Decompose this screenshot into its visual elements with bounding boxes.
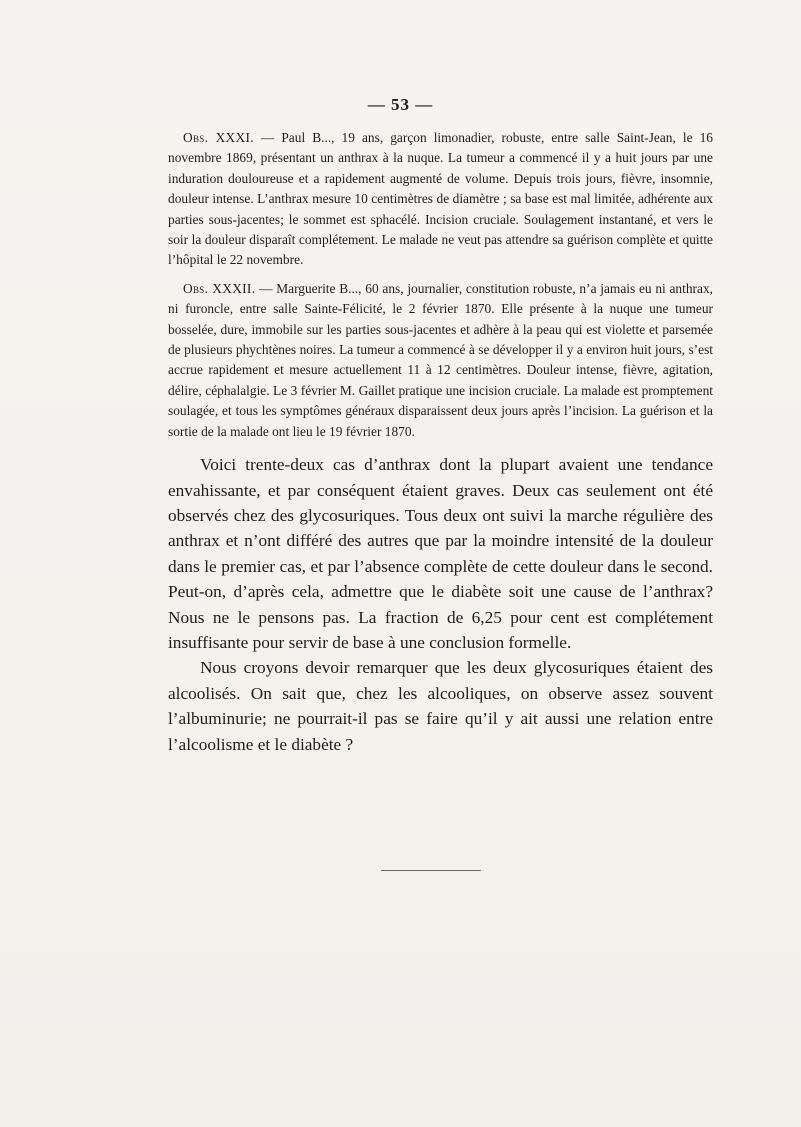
observation-32: [168, 279, 713, 442]
observation-31: [168, 128, 713, 271]
observation-text: — Paul B..., 19 ans, garçon limonadier, robuste, entre salle Saint-Jean, le 16 novembre 1869, présentant un anthrax à la nuque. La tumeur a commencé il y a huit jours par une induration douloureuse et a rapidement augmenté de volume. Depuis trois jours, fièvre, insomnie, douleur intense. L’anthrax mesure 10 centimètres de diamètre ; sa base est mal limitée, adhérente aux parties sous-jacentes; le sommet est sphacélé. Incision cruciale. Soulagement instantané, et vers le soir la douleur disparaît complétement. Le malade ne veut pas attendre sa guérison complète et quitte l’hôpital le 22 novembre.: [168, 130, 713, 268]
body-paragraph: Nous croyons devoir remarquer que les deux glycosuriques étaient des alcoolisés. On sait que, chez les alcooliques, on observe assez souvent l’albuminurie; ne pourrait-il pas se faire qu’il y ait aussi une relation entre l’alcoolisme et le diabète ?: [168, 658, 713, 754]
page-number: — 53 —: [367, 95, 434, 114]
page-content: [168, 128, 713, 757]
observation-text: — Marguerite B..., 60 ans, journalier, constitution robuste, n’a jamais eu ni anthrax, ni furoncle, entre salle Sainte-Félicité, le 2 février 1870. Elle présente à la nuque une tumeur bosselée, dure, immobile sur les parties sous-jacentes et adhère à la peau qui est violette et parsemée de plusieurs phychtènes noires. La tumeur a commencé à se développer il y a environ huit jours, s’est accrue rapidement et mesure actuellement 11 à 12 centimètres. Douleur intense, fièvre, agitation, délire, céphalalgie. Le 3 février M. Gaillet pratique une incision cruciale. La malade est promptement soulagée, et tous les symptômes généraux disparaissent deux jours après l’incision. La guérison et la sortie de la malade ont lieu le 19 février 1870.: [168, 280, 713, 439]
section-divider: [381, 870, 481, 871]
body-paragraph: Voici trente-deux cas d’anthrax dont la plupart avaient une tendance envahissante, et par conséquent étaient graves. Deux cas seulement ont été observés chez des glycosuriques. Tous deux ont suivi la marche régulière des anthrax et n’ont différé des autres que par la moindre intensité de la douleur dans le premier cas, et par l’absence complète de cette douleur dans le second. Peut-on, d’après cela, admettre que le diabète soit une cause de l’anthrax? Nous ne le pensons pas. La fraction de 6,25 pour cent est complétement insuffisante pour servir de base à une conclusion formelle.: [168, 455, 713, 652]
observation-label: Obs. XXXII.: [183, 280, 256, 296]
observation-label: Obs. XXXI.: [183, 130, 254, 145]
